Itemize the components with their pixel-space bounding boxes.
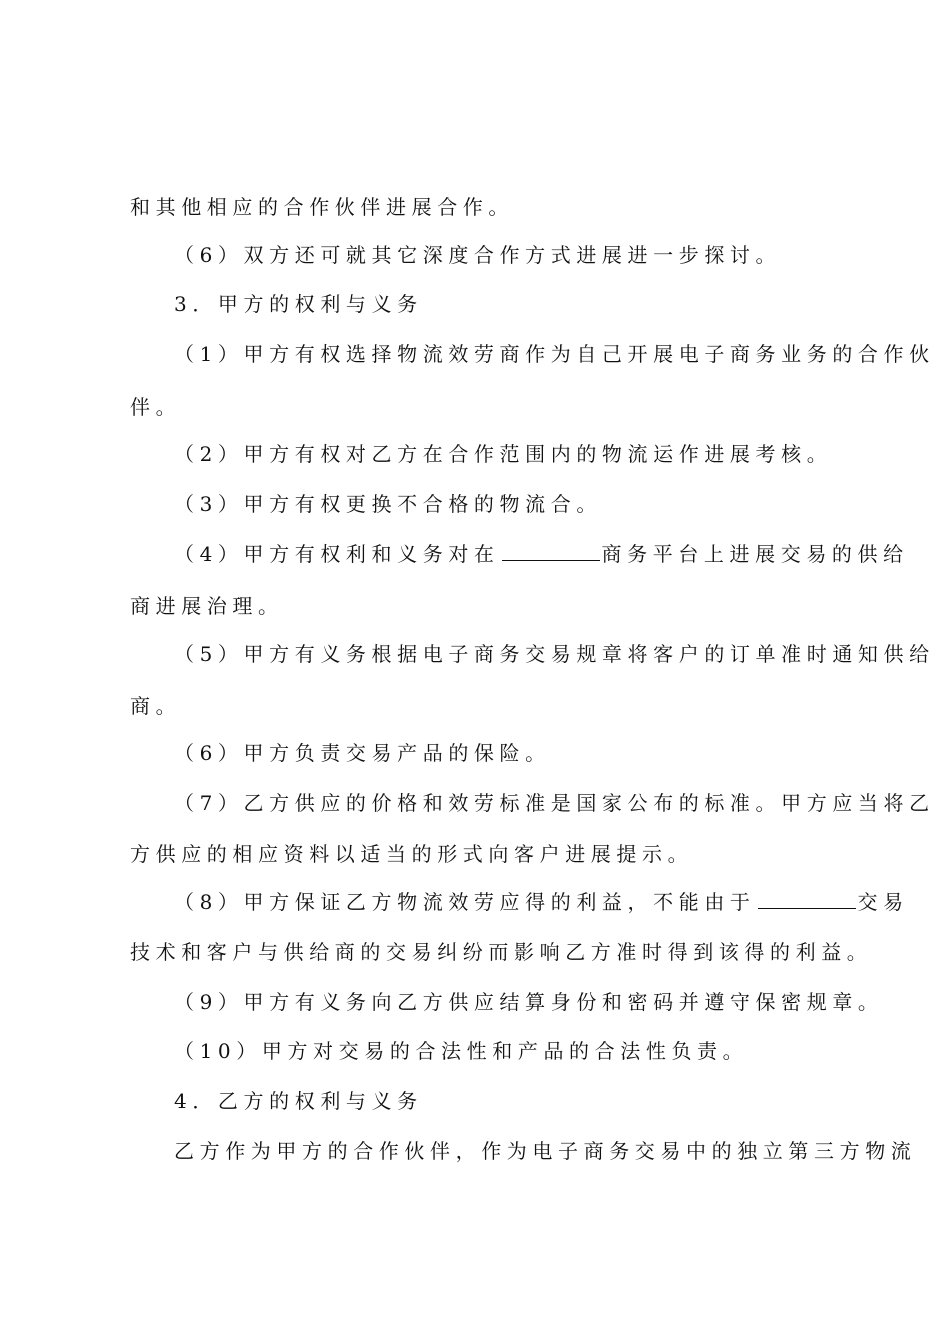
section-heading: 4．乙方的权利与义务 [174, 1089, 423, 1113]
text-segment: 交易 [857, 890, 909, 914]
paragraph-line: （2）甲方有权对乙方在合作范围内的物流运作进展考核。 [174, 442, 833, 466]
paragraph-line: 方供应的相应资料以适当的形式向客户进展提示。 [130, 842, 694, 866]
paragraph-line: （1）甲方有权选择物流效劳商作为自己开展电子商务业务的合作伙 [174, 342, 935, 366]
text-segment: 商务平台上进展交易的供给 [601, 542, 909, 566]
paragraph-line: （5）甲方有义务根据电子商务交易规章将客户的订单准时通知供给 [174, 642, 935, 666]
paragraph-line: （6）甲方负责交易产品的保险。 [174, 741, 551, 765]
paragraph-line: （6）双方还可就其它深度合作方式进展进一步探讨。 [174, 243, 782, 267]
paragraph-line: 商。 [130, 694, 182, 718]
paragraph-line [174, 540, 909, 568]
text-segment: （8）甲方保证乙方物流效劳应得的利益，不能由于 [174, 890, 756, 914]
paragraph-line: （3）甲方有权更换不合格的物流合。 [174, 492, 602, 516]
fill-in-blank [758, 890, 856, 909]
paragraph-line: 伴。 [130, 395, 182, 419]
paragraph-line: 商进展治理。 [130, 594, 284, 618]
paragraph-line: （10）甲方对交易的合法性和产品的合法性负责。 [174, 1039, 749, 1063]
paragraph-line: （9）甲方有义务向乙方供应结算身份和密码并遵守保密规章。 [174, 990, 884, 1014]
fill-in-blank [502, 542, 600, 561]
paragraph-line: 乙方作为甲方的合作伙伴，作为电子商务交易中的独立第三方物流 [174, 1139, 917, 1163]
paragraph-line: 技术和客户与供给商的交易纠纷而影响乙方准时得到该得的利益。 [130, 940, 873, 964]
text-segment: （4）甲方有权利和义务对在 [174, 542, 500, 566]
paragraph-line: 和其他相应的合作伙伴进展合作。 [130, 195, 514, 219]
paragraph-line: （7）乙方供应的价格和效劳标准是国家公布的标准。甲方应当将乙 [174, 791, 935, 815]
paragraph-line [174, 888, 909, 916]
section-heading: 3．甲方的权利与义务 [174, 292, 423, 316]
